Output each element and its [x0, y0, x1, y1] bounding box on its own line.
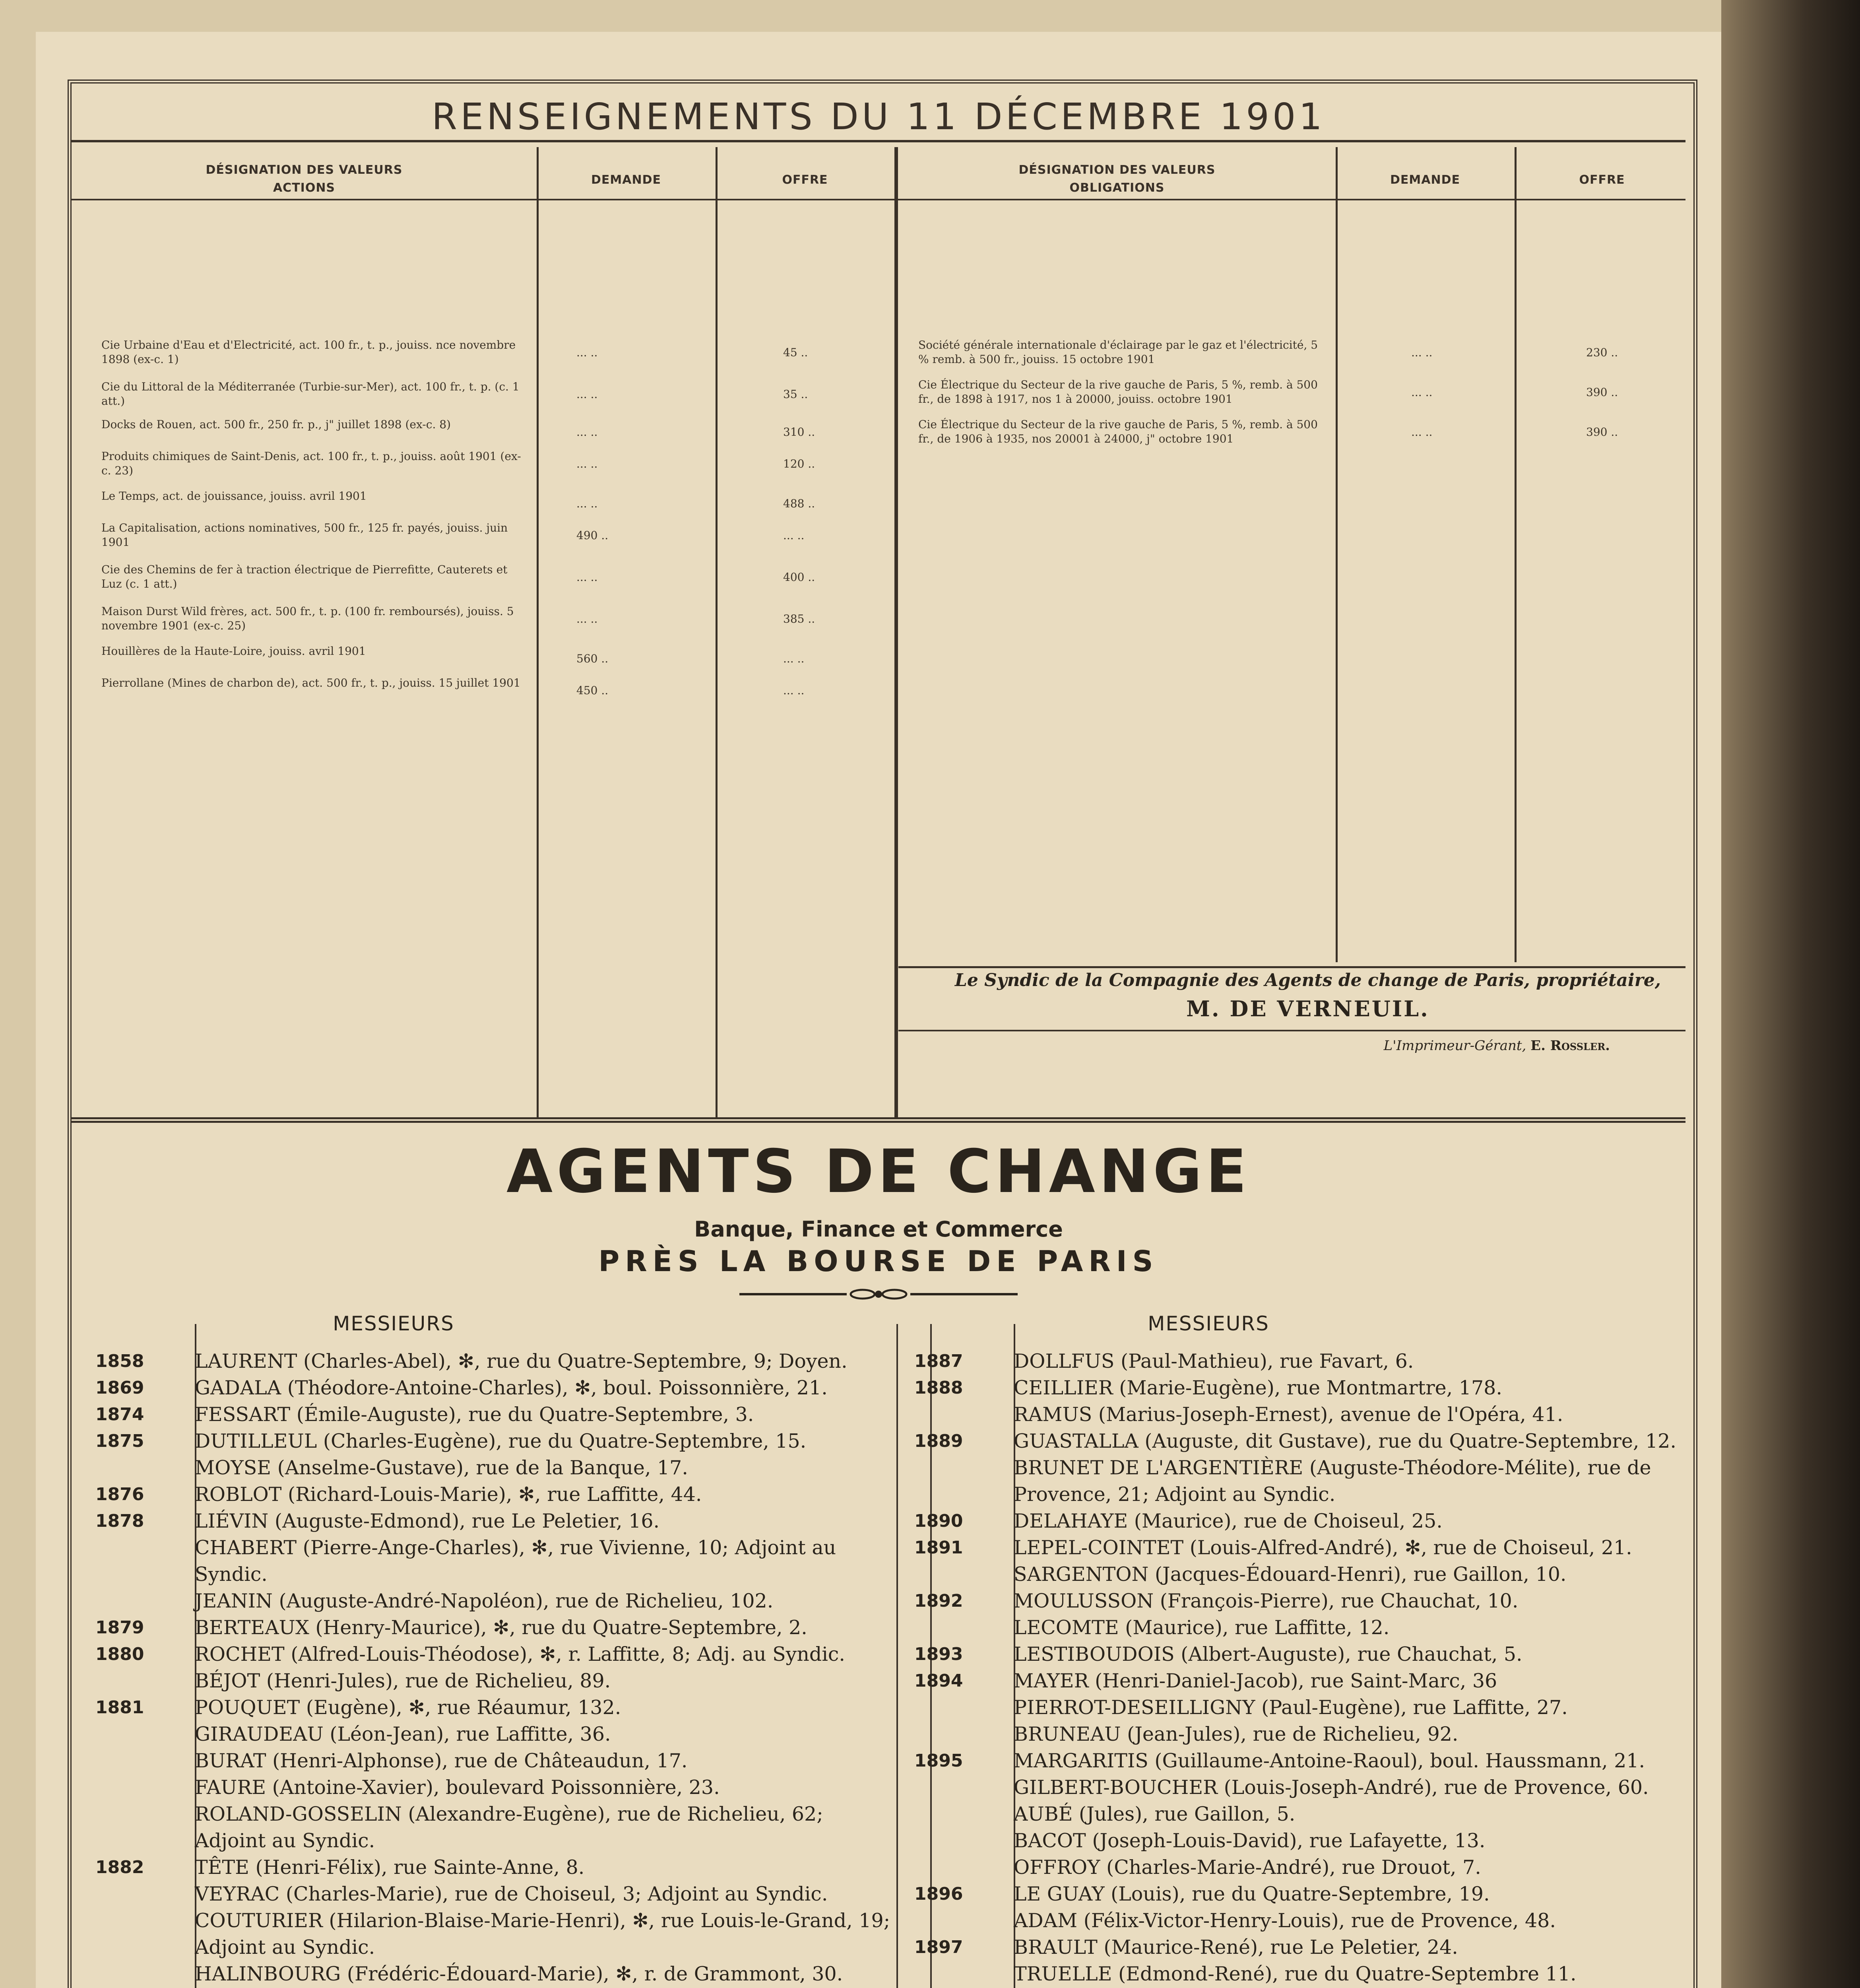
agent-entry [914, 1881, 1682, 1907]
newspaper-page [36, 32, 1721, 1988]
actions-row-offre: ... .. [783, 529, 805, 542]
actions-row-label: Houillères de la Haute-Loire, jouiss. avril 1901 [101, 645, 366, 658]
actions-row-offre: 35 .. [783, 388, 808, 401]
agent-name-address: MAYER (Henri-Daniel-Jacob), rue Saint-Marc, 36 [1014, 1670, 1497, 1692]
agent-entry [914, 1668, 1682, 1694]
actions-row-demande: ... .. [576, 571, 598, 584]
agent-year: 1881 [95, 1697, 144, 1718]
agent-entry [914, 1801, 1682, 1827]
agents-right-column [914, 1348, 1682, 1988]
agent-entry [914, 1375, 1682, 1401]
agent-entry [95, 1801, 890, 1854]
agent-name-address: LESTIBOUDOIS (Albert-Auguste), rue Chauchat, 5. [1014, 1643, 1523, 1666]
agent-year: 1880 [95, 1644, 144, 1664]
actions-row-demande: 450 .. [576, 684, 609, 697]
agent-entry [914, 1694, 1682, 1721]
oblig-row-demande: ... .. [1411, 346, 1433, 359]
actions-row-demande: ... .. [576, 425, 598, 439]
agent-year: 1892 [914, 1591, 963, 1611]
agents-title: AGENTS DE CHANGE [506, 1137, 1251, 1206]
agent-name-address: CHABERT (Pierre-Ange-Charles), ✻, rue Vivienne, 10; Adjoint au Syndic. [195, 1536, 836, 1586]
agent-year: 1878 [95, 1511, 144, 1531]
agent-name-address: TRUELLE (Edmond-René), rue du Quatre-Septembre 11. [1014, 1963, 1577, 1985]
actions-row-label: Docks de Rouen, act. 500 fr., 250 fr. p., j" juillet 1898 (ex-c. 8) [101, 418, 451, 431]
agent-entry [95, 1641, 890, 1668]
actions-row-offre: ... .. [783, 684, 805, 697]
right-messieurs: MESSIEURS [1148, 1312, 1269, 1335]
agent-name-address: BURAT (Henri-Alphonse), rue de Châteaudun, 17. [195, 1749, 688, 1772]
actions-row-label: Cie Urbaine d'Eau et d'Electricité, act. 100 fr., t. p., jouiss. nce novembre 1898 (ex-c. 1) [101, 338, 516, 366]
agent-name-address: MOYSE (Anselme-Gustave), rue de la Banque, 17. [195, 1456, 688, 1479]
agent-entry [95, 1348, 890, 1375]
agent-name-address: DELAHAYE (Maurice), rue de Choiseul, 25. [1014, 1510, 1443, 1532]
agent-year: 1894 [914, 1671, 963, 1691]
agent-entry [95, 1481, 890, 1508]
agent-year: 1888 [914, 1378, 963, 1398]
agent-name-address: LE GUAY (Louis), rue du Quatre-Septembre, 19. [1014, 1883, 1490, 1905]
agent-name-address: FAURE (Antoine-Xavier), boulevard Poissonnière, 23. [195, 1776, 720, 1799]
agent-name-address: TÊTE (Henri-Félix), rue Sainte-Anne, 8. [195, 1856, 585, 1879]
agent-name-address: DUTILLEUL (Charles-Eugène), rue du Quatre-Septembre, 15. [195, 1430, 807, 1452]
agent-name-address: BRUNEAU (Jean-Jules), rue de Richelieu, 92. [1014, 1723, 1459, 1745]
actions-row-offre: 488 .. [783, 497, 815, 510]
agent-year: 1896 [914, 1884, 963, 1904]
agent-name-address: LAURENT (Charles-Abel), ✻, rue du Quatre-Septembre, 9; Doyen. [195, 1350, 848, 1373]
agent-name-address: OFFROY (Charles-Marie-André), rue Drouot, 7. [1014, 1856, 1481, 1879]
agent-entry [95, 1961, 890, 1987]
agent-year: 1893 [914, 1644, 963, 1664]
agent-name-address: BACOT (Joseph-Louis-David), rue Lafayette, 13. [1014, 1829, 1486, 1852]
agent-entry [95, 1508, 890, 1534]
agent-name-address: SARGENTON (Jacques-Édouard-Henri), rue Gaillon, 10. [1014, 1563, 1567, 1586]
oblig-designation-header: DÉSIGNATION DES VALEURS [1018, 163, 1216, 177]
actions-row-label: Produits chimiques de Saint-Denis, act. 100 fr., t. p., jouiss. août 1901 (ex-c. 23) [101, 450, 521, 477]
agent-year: 1879 [95, 1617, 144, 1638]
agent-name-address: HALINBOURG (Frédéric-Édouard-Marie), ✻, r. de Grammont, 30. [195, 1963, 843, 1985]
syndic-name: M. DE VERNEUIL. [1186, 996, 1429, 1021]
page-title: RENSEIGNEMENTS DU 11 DÉCEMBRE 1901 [432, 95, 1325, 138]
agent-year: 1876 [95, 1484, 144, 1505]
actions-row-demande: ... .. [576, 388, 598, 401]
agent-entry [914, 1348, 1682, 1375]
agent-year: 1895 [914, 1751, 963, 1771]
tables-divider [894, 147, 898, 1117]
actions-row-label: Le Temps, act. de jouissance, jouiss. avril 1901 [101, 489, 367, 503]
agent-entry [914, 1854, 1682, 1881]
agent-entry [95, 1454, 890, 1481]
actions-col-divider-2 [716, 147, 718, 1117]
agent-entry [95, 1401, 890, 1428]
agent-entry [95, 1721, 890, 1747]
agent-entry [95, 1881, 890, 1907]
agent-entry [914, 1774, 1682, 1801]
agent-entry [95, 1774, 890, 1801]
agent-name-address: ROBLOT (Richard-Louis-Marie), ✻, rue Laffitte, 44. [195, 1483, 702, 1506]
agent-entry [914, 1401, 1682, 1428]
oblig-row-offre: 390 .. [1586, 386, 1618, 399]
oblig-row-demande: ... .. [1411, 425, 1433, 439]
actions-row-demande: 490 .. [576, 529, 609, 542]
signature-rule-bottom [898, 1030, 1685, 1031]
agent-year: 1889 [914, 1431, 963, 1451]
oblig-row-label: Cie Électrique du Secteur de la rive gauche de Paris, 5 %, remb. à 500 fr., de 1906 à 1935, nos 20001 à 24000, j" octobre 1901 [918, 418, 1318, 445]
actions-designation-header: DÉSIGNATION DES VALEURS [206, 163, 403, 177]
agent-name-address: AUBÉ (Jules), rue Gaillon, 5. [1014, 1803, 1296, 1825]
agent-name-address: CEILLIER (Marie-Eugène), rue Montmartre, 178. [1014, 1376, 1502, 1399]
actions-row-demande: ... .. [576, 457, 598, 470]
agent-entry [95, 1375, 890, 1401]
actions-row-label: Pierrollane (Mines de charbon de), act. 500 fr., t. p., jouiss. 15 juillet 1901 [101, 676, 521, 689]
agent-year: 1897 [914, 1937, 963, 1957]
actions-demande-header: DEMANDE [591, 173, 661, 187]
agent-name-address: DOLLFUS (Paul-Mathieu), rue Favart, 6. [1014, 1350, 1414, 1373]
actions-row-offre: 400 .. [783, 571, 815, 584]
agent-year: 1869 [95, 1378, 144, 1398]
syndic-line: Le Syndic de la Compagnie des Agents de change de Paris, propriétaire, [954, 970, 1661, 990]
agent-name-address: FESSART (Émile-Auguste), rue du Quatre-Septembre, 3. [195, 1403, 754, 1426]
agent-year: 1882 [95, 1857, 144, 1877]
agent-year: 1874 [95, 1404, 144, 1425]
imprimeur-line [934, 1038, 1610, 1054]
agent-name-address: GIRAUDEAU (Léon-Jean), rue Laffitte, 36. [195, 1723, 611, 1745]
section-rule [72, 1117, 1685, 1123]
agent-name-address: BERTEAUX (Henry-Maurice), ✻, rue du Quatre-Septembre, 2. [195, 1616, 807, 1639]
agent-name-address: PIERROT-DESEILLIGNY (Paul-Eugène), rue Laffitte, 27. [1014, 1696, 1568, 1719]
actions-row-demande: ... .. [576, 346, 598, 359]
agent-year: 1891 [914, 1538, 963, 1558]
imprimeur-name: E. Rossler. [1530, 1038, 1610, 1054]
actions-row-demande: ... .. [576, 497, 598, 510]
agent-entry [95, 1614, 890, 1641]
actions-row-label: Cie des Chemins de fer à traction électrique de Pierrefitte, Cauterets et Luz (c. 1 att.) [101, 563, 508, 590]
oblig-row-label: Société générale internationale d'éclairage par le gaz et l'électricité, 5 % remb. à 500 fr., jouiss. 15 octobre 1901 [918, 338, 1318, 366]
actions-row-label: La Capitalisation, actions nominatives, 500 fr., 125 fr. payés, jouiss. juin 1901 [101, 521, 508, 549]
agent-entry [914, 1641, 1682, 1668]
agent-name-address: LEPEL-COINTET (Louis-Alfred-André), ✻, rue de Choiseul, 21. [1014, 1536, 1632, 1559]
book-spine [1721, 0, 1860, 1988]
agent-entry [914, 1961, 1682, 1987]
oblig-row-demande: ... .. [1411, 386, 1433, 399]
agent-name-address: LECOMTE (Maurice), rue Laffitte, 12. [1014, 1616, 1390, 1639]
agent-name-address: POUQUET (Eugène), ✻, rue Réaumur, 132. [195, 1696, 621, 1719]
oblig-subheader: OBLIGATIONS [1069, 181, 1165, 195]
actions-row-offre: 45 .. [783, 346, 808, 359]
actions-row-offre: ... .. [783, 652, 805, 665]
ornament-divider [739, 1288, 1018, 1300]
actions-col-divider-1 [537, 147, 539, 1117]
title-rule [72, 140, 1685, 142]
agent-name-address: VEYRAC (Charles-Marie), rue de Choiseul, 3; Adjoint au Syndic. [195, 1883, 828, 1905]
agent-entry [914, 1827, 1682, 1854]
agent-entry [914, 1721, 1682, 1747]
agent-entry [95, 1588, 890, 1614]
agents-location: PRÈS LA BOURSE DE PARIS [598, 1244, 1159, 1278]
agent-year: 1890 [914, 1511, 963, 1531]
agent-entry [95, 1747, 890, 1774]
actions-row-demande: 560 .. [576, 652, 609, 665]
actions-row-demande: ... .. [576, 612, 598, 625]
oblig-col-divider-2 [1515, 147, 1517, 962]
agent-entry [914, 1508, 1682, 1534]
actions-offre-header: OFFRE [782, 173, 828, 187]
agent-entry [95, 1428, 890, 1454]
agent-year: 1858 [95, 1351, 144, 1371]
agent-entry [914, 1428, 1682, 1454]
oblig-offre-header: OFFRE [1579, 173, 1625, 187]
actions-subheader: ACTIONS [273, 181, 336, 195]
agent-entry [914, 1614, 1682, 1641]
agent-name-address: ADAM (Félix-Victor-Henry-Louis), rue de Provence, 48. [1014, 1909, 1556, 1932]
agent-entry [914, 1747, 1682, 1774]
agent-name-address: BÉJOT (Henri-Jules), rue de Richelieu, 89. [195, 1670, 611, 1692]
agent-name-address: GUASTALLA (Auguste, dit Gustave), rue du Quatre-Septembre, 12. [1014, 1430, 1676, 1452]
agent-name-address: COUTURIER (Hilarion-Blaise-Marie-Henri), ✻, rue Louis-le-Grand, 19; Adjoint au Syndic. [195, 1909, 890, 1959]
agent-name-address: GADALA (Théodore-Antoine-Charles), ✻, boul. Poissonnière, 21. [195, 1376, 828, 1399]
actions-row-offre: 120 .. [783, 457, 815, 470]
left-messieurs: MESSIEURS [333, 1312, 454, 1335]
agent-entry [95, 1907, 890, 1961]
agent-name-address: ROLAND-GOSSELIN (Alexandre-Eugène), rue de Richelieu, 62; Adjoint au Syndic. [195, 1803, 823, 1852]
agent-entry [95, 1534, 890, 1588]
agent-entry [95, 1668, 890, 1694]
actions-row-offre: 310 .. [783, 425, 815, 439]
oblig-row-label: Cie Électrique du Secteur de la rive gauche de Paris, 5 %, remb. à 500 fr., de 1898 à 1917, nos 1 à 20000, jouiss. octobre 1901 [918, 378, 1318, 406]
agent-name-address: ROCHET (Alfred-Louis-Théodose), ✻, r. Laffitte, 8; Adj. au Syndic. [195, 1643, 845, 1666]
agent-year: 1887 [914, 1351, 963, 1371]
actions-row-offre: 385 .. [783, 612, 815, 625]
agent-entry [914, 1454, 1682, 1508]
agent-entry [914, 1907, 1682, 1934]
agent-entry [95, 1854, 890, 1881]
agent-name-address: BRUNET DE L'ARGENTIÈRE (Auguste-Théodore-Mélite), rue de Provence, 21; Adjoint au Syndic. [1014, 1456, 1651, 1506]
agent-name-address: RAMUS (Marius-Joseph-Ernest), avenue de l'Opéra, 41. [1014, 1403, 1563, 1426]
agent-entry [914, 1561, 1682, 1588]
center-rule-a [896, 1324, 898, 1988]
agent-name-address: JEANIN (Auguste-André-Napoléon), rue de Richelieu, 102. [195, 1590, 774, 1612]
agent-name-address: BRAULT (Maurice-René), rue Le Peletier, 24. [1014, 1936, 1458, 1959]
agent-entry [914, 1534, 1682, 1561]
agent-name-address: LIÉVIN (Auguste-Edmond), rue Le Peletier, 16. [195, 1510, 660, 1532]
agents-subtitle: Banque, Finance et Commerce [694, 1217, 1063, 1242]
agent-entry [914, 1934, 1682, 1961]
actions-row-label: Cie du Littoral de la Méditerranée (Turbie-sur-Mer), act. 100 fr., t. p. (c. 1 att.) [101, 380, 520, 408]
oblig-row-offre: 390 .. [1586, 425, 1618, 439]
actions-row-label: Maison Durst Wild frères, act. 500 fr., t. p. (100 fr. remboursés), jouiss. 5 novembre 1901 (ex-c. 25) [101, 605, 514, 632]
table-header-rule [72, 199, 1685, 200]
agent-entry [95, 1694, 890, 1721]
signature-rule-top [898, 966, 1685, 968]
agent-entry [914, 1588, 1682, 1614]
oblig-row-offre: 230 .. [1586, 346, 1618, 359]
agent-name-address: MARGARITIS (Guillaume-Antoine-Raoul), boul. Haussmann, 21. [1014, 1749, 1645, 1772]
agent-year: 1875 [95, 1431, 144, 1451]
agent-name-address: MOULUSSON (François-Pierre), rue Chauchat, 10. [1014, 1590, 1519, 1612]
imprimeur-label: L'Imprimeur-Gérant, [1383, 1038, 1526, 1054]
oblig-demande-header: DEMANDE [1390, 173, 1460, 187]
oblig-col-divider-1 [1336, 147, 1338, 962]
agent-name-address: GILBERT-BOUCHER (Louis-Joseph-André), rue de Provence, 60. [1014, 1776, 1649, 1799]
agents-left-column [95, 1348, 890, 1988]
